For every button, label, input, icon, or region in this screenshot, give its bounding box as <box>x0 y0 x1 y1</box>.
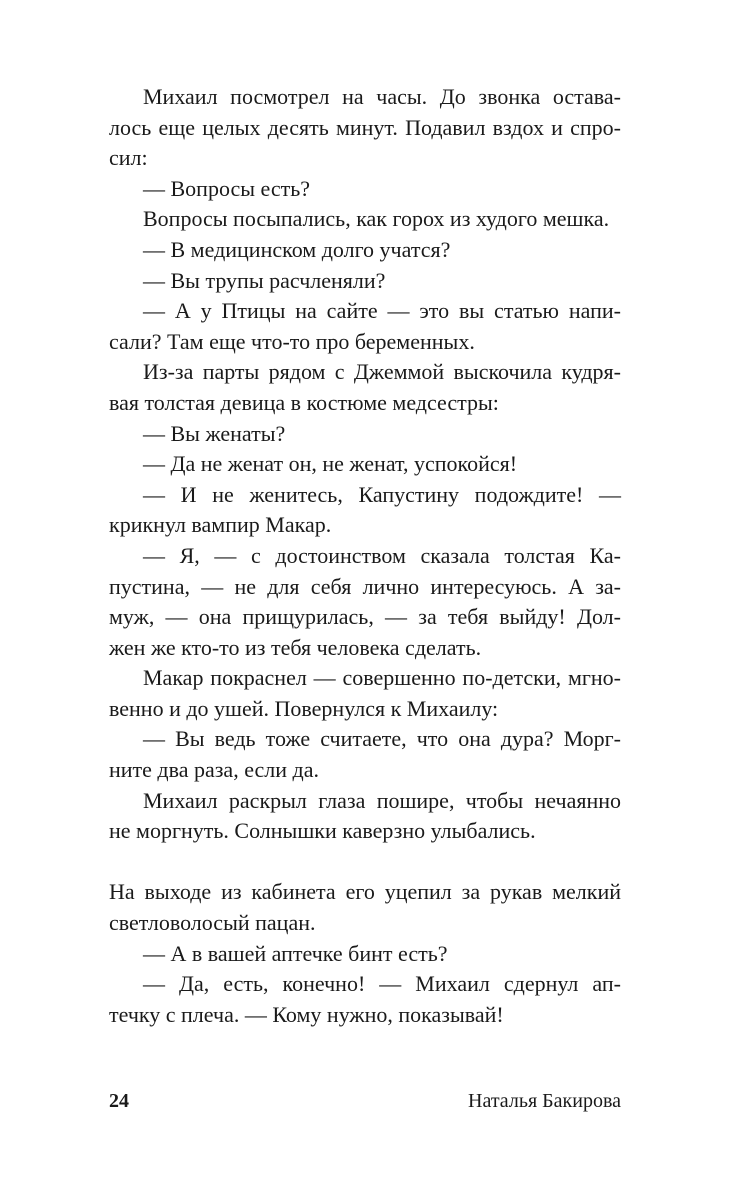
paragraph <box>109 939 621 970</box>
paragraph <box>109 174 621 205</box>
paragraph <box>109 419 621 450</box>
text-line: сали? Там еще что-то про беременных. <box>109 328 475 354</box>
paragraph <box>109 541 621 663</box>
text-line: — Вы трупы расчленяли? <box>143 267 386 293</box>
text-line: — А в вашей аптечке бинт есть? <box>143 940 448 966</box>
text-line: крикнул вампир Макар. <box>109 512 332 538</box>
page-body <box>109 82 621 1030</box>
text-line: — Я, — с достоинством сказала толстая Ка- <box>143 542 621 568</box>
text-line: Михаил раскрыл глаза пошире, чтобы нечаянно <box>143 787 621 813</box>
paragraph <box>109 663 621 724</box>
text-line: — Да, есть, конечно! — Михаил сдернул ап- <box>143 971 621 997</box>
text-line: вая толстая девица в костюме медсестры: <box>109 389 499 415</box>
text-line: Вопросы посыпались, как горох из худого мешка. <box>143 206 610 232</box>
paragraph <box>109 266 621 297</box>
text-line: не моргнуть. Солнышки каверзно улыбались. <box>109 818 536 844</box>
text-line: — А у Птицы на сайте — это вы статью напи- <box>143 298 621 324</box>
page-number: 24 <box>109 1090 129 1112</box>
text-line: Михаил посмотрел на часы. До звонка остава- <box>143 84 621 109</box>
paragraph <box>109 969 621 1030</box>
paragraph <box>109 449 621 480</box>
text-line: — В медицинском долго учатся? <box>143 236 451 262</box>
running-head-author: Наталья Бакирова <box>468 1090 621 1112</box>
paragraph <box>109 724 621 785</box>
paragraph <box>109 296 621 357</box>
text-line: сил: <box>109 145 148 171</box>
section-one <box>109 82 621 847</box>
text-line: течку с плеча. — Кому нужно, показывай! <box>109 1001 504 1027</box>
paragraph <box>109 357 621 418</box>
text-line: лось еще целых десять минут. Подавил вздох и спро- <box>109 114 621 140</box>
text-line: светловолосый пацан. <box>109 910 316 936</box>
text-line: жен же кто-то из тебя человека сделать. <box>109 634 482 660</box>
paragraph <box>109 480 621 541</box>
text-line: ните два раза, если да. <box>109 757 319 783</box>
paragraph <box>109 786 621 847</box>
section-two <box>109 877 621 1030</box>
paragraph <box>109 204 621 235</box>
text-line: На выходе из кабинета его уцепил за рукав мелкий <box>109 879 621 905</box>
paragraph <box>109 877 621 938</box>
page-footer <box>109 1086 621 1116</box>
text-line: Из-за парты рядом с Джеммой выскочила кудря- <box>143 359 621 385</box>
text-line: — Да не женат он, не женат, успокойся! <box>143 451 518 477</box>
section-break <box>109 847 621 878</box>
text-line: — И не женитесь, Капустину подождите! — <box>143 481 621 507</box>
text-line: — Вы женаты? <box>143 420 286 446</box>
text-line: пустина, — не для себя лично интересуюсь. А за- <box>109 573 621 599</box>
text-line: Макар покраснел — совершенно по-детски, мгно- <box>143 665 621 691</box>
paragraph <box>109 82 621 174</box>
text-line: муж, — она прищурилась, — за тебя выйду! Дол- <box>109 604 621 630</box>
text-line: венно и до ушей. Повернулся к Михаилу: <box>109 695 499 721</box>
text-line: — Вопросы есть? <box>143 175 311 201</box>
text-line: — Вы ведь тоже считаете, что она дура? Морг- <box>143 726 621 752</box>
paragraph <box>109 235 621 266</box>
